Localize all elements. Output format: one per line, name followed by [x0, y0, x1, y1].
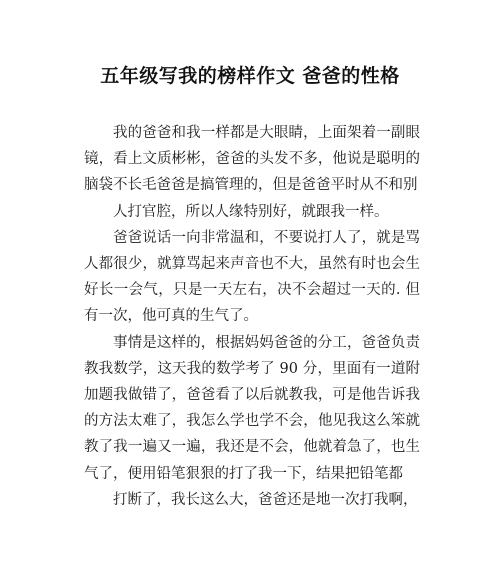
- document-title: 五年级写我的榜样作文 爸爸的性格: [100, 65, 400, 87]
- paragraph-4: 事情是这样的，根据妈妈爸爸的分工，爸爸负责教我数学，这天我的数学考了 90 分，里面有一道附加题我做错了，爸爸看了以后就教我，可是他告诉我的方法太难了，我怎么学也学不会，他见我这么笨就教了我一遍又一遍，我还是不会，他就着急了，也生气了，便用铅笔狠狠的打了我一下，结果把铅笔都: [84, 334, 420, 482]
- paragraph-3: 爸爸说话一向非常温和，不要说打人了，就是骂人都很少，就算骂起来声音也不大，虽然有时也会生好长一会气，只是一天左右，决不会超过一天的. 但有一次，他可真的生气了。: [84, 229, 420, 325]
- paragraph-2: 人打官腔，所以人缘特别好，就跟我一样。: [113, 203, 389, 220]
- paragraph-5: 打断了，我长这么大，爸爸还是地一次打我啊，: [113, 491, 418, 508]
- paragraph-1: 我的爸爸和我一样都是大眼睛，上面架着一副眼镜，看上文质彬彬，爸爸的头发不多，他说是聪明的脑袋不长毛爸爸是搞管理的，但是爸爸平时从不和别: [84, 125, 420, 194]
- document-body: [84, 120, 420, 513]
